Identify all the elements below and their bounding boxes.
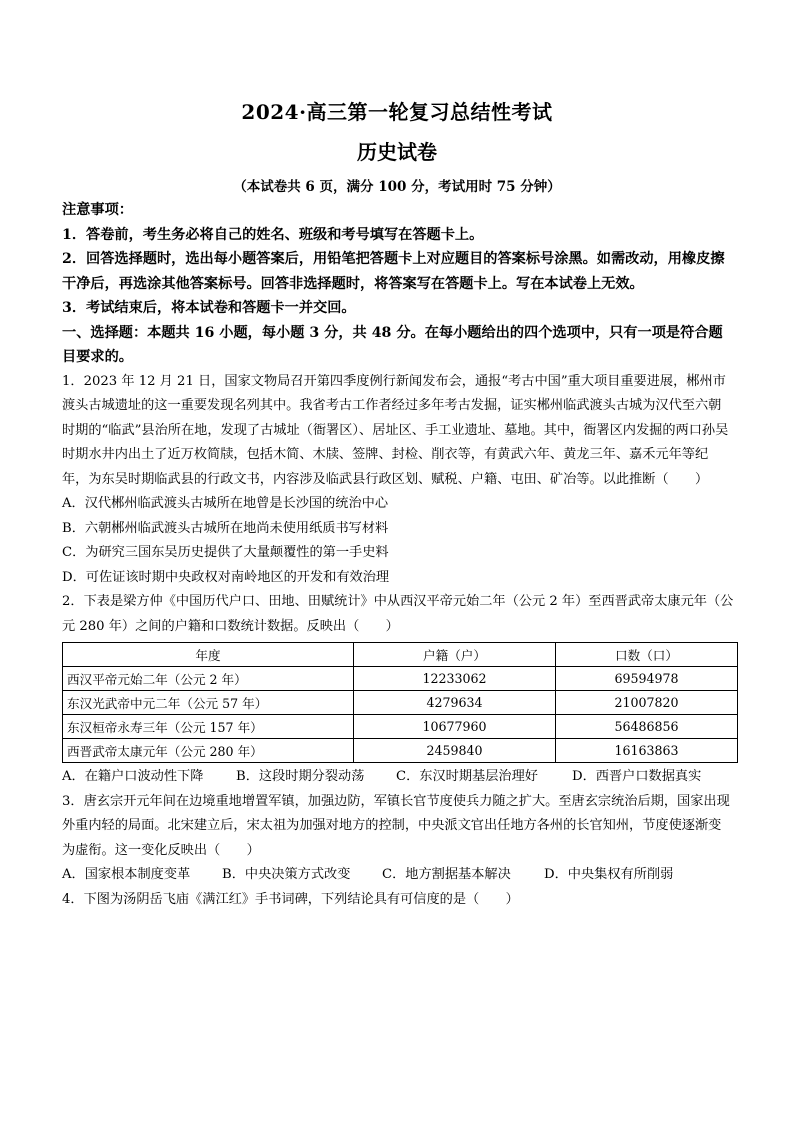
notice-heading: 注意事项： bbox=[62, 202, 133, 218]
table-cell-population: 21007820 bbox=[556, 691, 738, 715]
table-cell-households: 2459840 bbox=[354, 739, 556, 763]
question-3-stem: 3．唐玄宗开元年间在边境重地增置军镇，加强边防，军镇长官节度使兵力随之扩大。至唐玄宗统治后期，国家出现外重内轻的局面。北宋建立后，宋太祖为加强对地方的控制，中央派文官出任地方各州的长官知州，节度使逐渐变为虚衔。这一变化反映出（ ） bbox=[62, 793, 730, 858]
question-1-option-d: D．可佐证该时期中央政权对南岭地区的开发和有效治理 bbox=[62, 569, 390, 585]
exam-title: 2024·高三第一轮复习总结性考试 bbox=[241, 100, 553, 124]
question-2 bbox=[62, 590, 734, 790]
exam-content bbox=[62, 198, 734, 912]
question-4 bbox=[62, 888, 734, 913]
exam-info: （本试卷共 6 页，满分 100 分，考试用时 75 分钟） bbox=[233, 179, 561, 195]
table-row bbox=[63, 715, 738, 739]
table-cell-year: 东汉桓帝永寿三年（公元 157 年） bbox=[63, 715, 354, 739]
question-2-option-c: C．东汉时期基层治理好 bbox=[396, 769, 538, 784]
section-heading: 一、选择题：本题共 16 小题，每小题 3 分，共 48 分。在每小题给出的四个选项中，只有一项是符合题目要求的。 bbox=[62, 324, 723, 365]
notice-item-3: 3．考试结束后，将本试卷和答题卡一并交回。 bbox=[62, 300, 356, 316]
table-cell-households: 4279634 bbox=[354, 691, 556, 715]
table-header-population: 口数（口） bbox=[556, 643, 738, 667]
question-2-option-b: B．这段时期分裂动荡 bbox=[236, 769, 365, 784]
table-row bbox=[63, 667, 738, 691]
notice-item-2: 2．回答选择题时，选出每小题答案后，用铅笔把答题卡上对应题目的答案标号涂黑。如需改动，用橡皮擦干净后，再选涂其他答案标号。回答非选择题时，将答案写在答题卡上。写在本试卷上无效。 bbox=[62, 251, 725, 292]
table-cell-population: 56486856 bbox=[556, 715, 738, 739]
notice-item-1: 1．答卷前，考生务必将自己的姓名、班级和考号填写在答题卡上。 bbox=[62, 226, 484, 243]
table-row bbox=[63, 691, 738, 715]
question-1-option-a: A．汉代郴州临武渡头古城所在地曾是长沙国的统治中心 bbox=[62, 496, 389, 511]
table-cell-population: 69594978 bbox=[556, 667, 738, 691]
question-2-stem: 2．下表是梁方仲《中国历代户口、田地、田赋统计》中从西汉平帝元始二年（公元 2 年）至西晋武帝太康元年（公元 280 年）之间的户籍和口数统计数据。反映出（ ） bbox=[62, 594, 734, 634]
table-header-households: 户籍（户） bbox=[354, 643, 556, 667]
population-table bbox=[62, 642, 738, 763]
question-3 bbox=[62, 790, 734, 888]
exam-subtitle: 历史试卷 bbox=[357, 140, 437, 164]
table-header-year: 年度 bbox=[63, 643, 354, 667]
notice-section bbox=[62, 198, 734, 321]
question-1-stem: 1．2023 年 12 月 21 日，国家文物局召开第四季度例行新闻发布会，通报“考古中国”重大项目重要进展，郴州市渡头古城遗址的这一重要发现名列其中。我省考古工作者经过多年考古发掘，证实郴州临武渡头古城为汉代至六朝时期的“临武”县治所在地，发现了古城址（衙署区）、居址区、手工业遗址、墓地。其中，衙署区内发掘的两口孙吴时期水井内出土了近万枚简牍，包括木简、木牍、签牌、封检、削衣等，有黄武六年、黄龙三年、嘉禾元年等纪年，为东吴时期临武县的行政文书，内容涉及临武县行政区划、赋税、户籍、屯田、矿冶等。以此推断（ ） bbox=[62, 373, 729, 487]
table-cell-households: 12233062 bbox=[354, 667, 556, 691]
table-cell-households: 10677960 bbox=[354, 715, 556, 739]
table-header-row bbox=[63, 643, 738, 667]
table-cell-year: 西汉平帝元始二年（公元 2 年） bbox=[63, 667, 354, 691]
question-2-option-a: A．在籍户口波动性下降 bbox=[62, 769, 204, 784]
question-3-option-c: C．地方割据基本解决 bbox=[382, 867, 511, 882]
question-3-options bbox=[62, 863, 734, 888]
question-3-option-a: A．国家根本制度变革 bbox=[62, 867, 191, 882]
table-row bbox=[63, 739, 738, 763]
question-3-option-b: B．中央决策方式改变 bbox=[222, 867, 351, 882]
table-cell-year: 西晋武帝太康元年（公元 280 年） bbox=[63, 739, 354, 763]
table-cell-year: 东汉光武帝中元二年（公元 57 年） bbox=[63, 691, 354, 715]
question-4-stem: 4．下图为汤阴岳飞庙《满江红》手书词碑，下列结论具有可信度的是（ ） bbox=[62, 891, 519, 907]
table-cell-population: 16163863 bbox=[556, 739, 738, 763]
question-1-option-c: C．为研究三国东吴历史提供了大量颠覆性的第一手史料 bbox=[62, 545, 389, 560]
question-2-option-d: D．西晋户口数据真实 bbox=[572, 769, 702, 784]
question-3-option-d: D．中央集权有所削弱 bbox=[544, 867, 674, 882]
question-1 bbox=[62, 370, 734, 591]
question-1-option-b: B．六朝郴州临武渡头古城所在地尚未使用纸质书写材料 bbox=[62, 520, 389, 536]
question-2-options bbox=[62, 765, 734, 790]
